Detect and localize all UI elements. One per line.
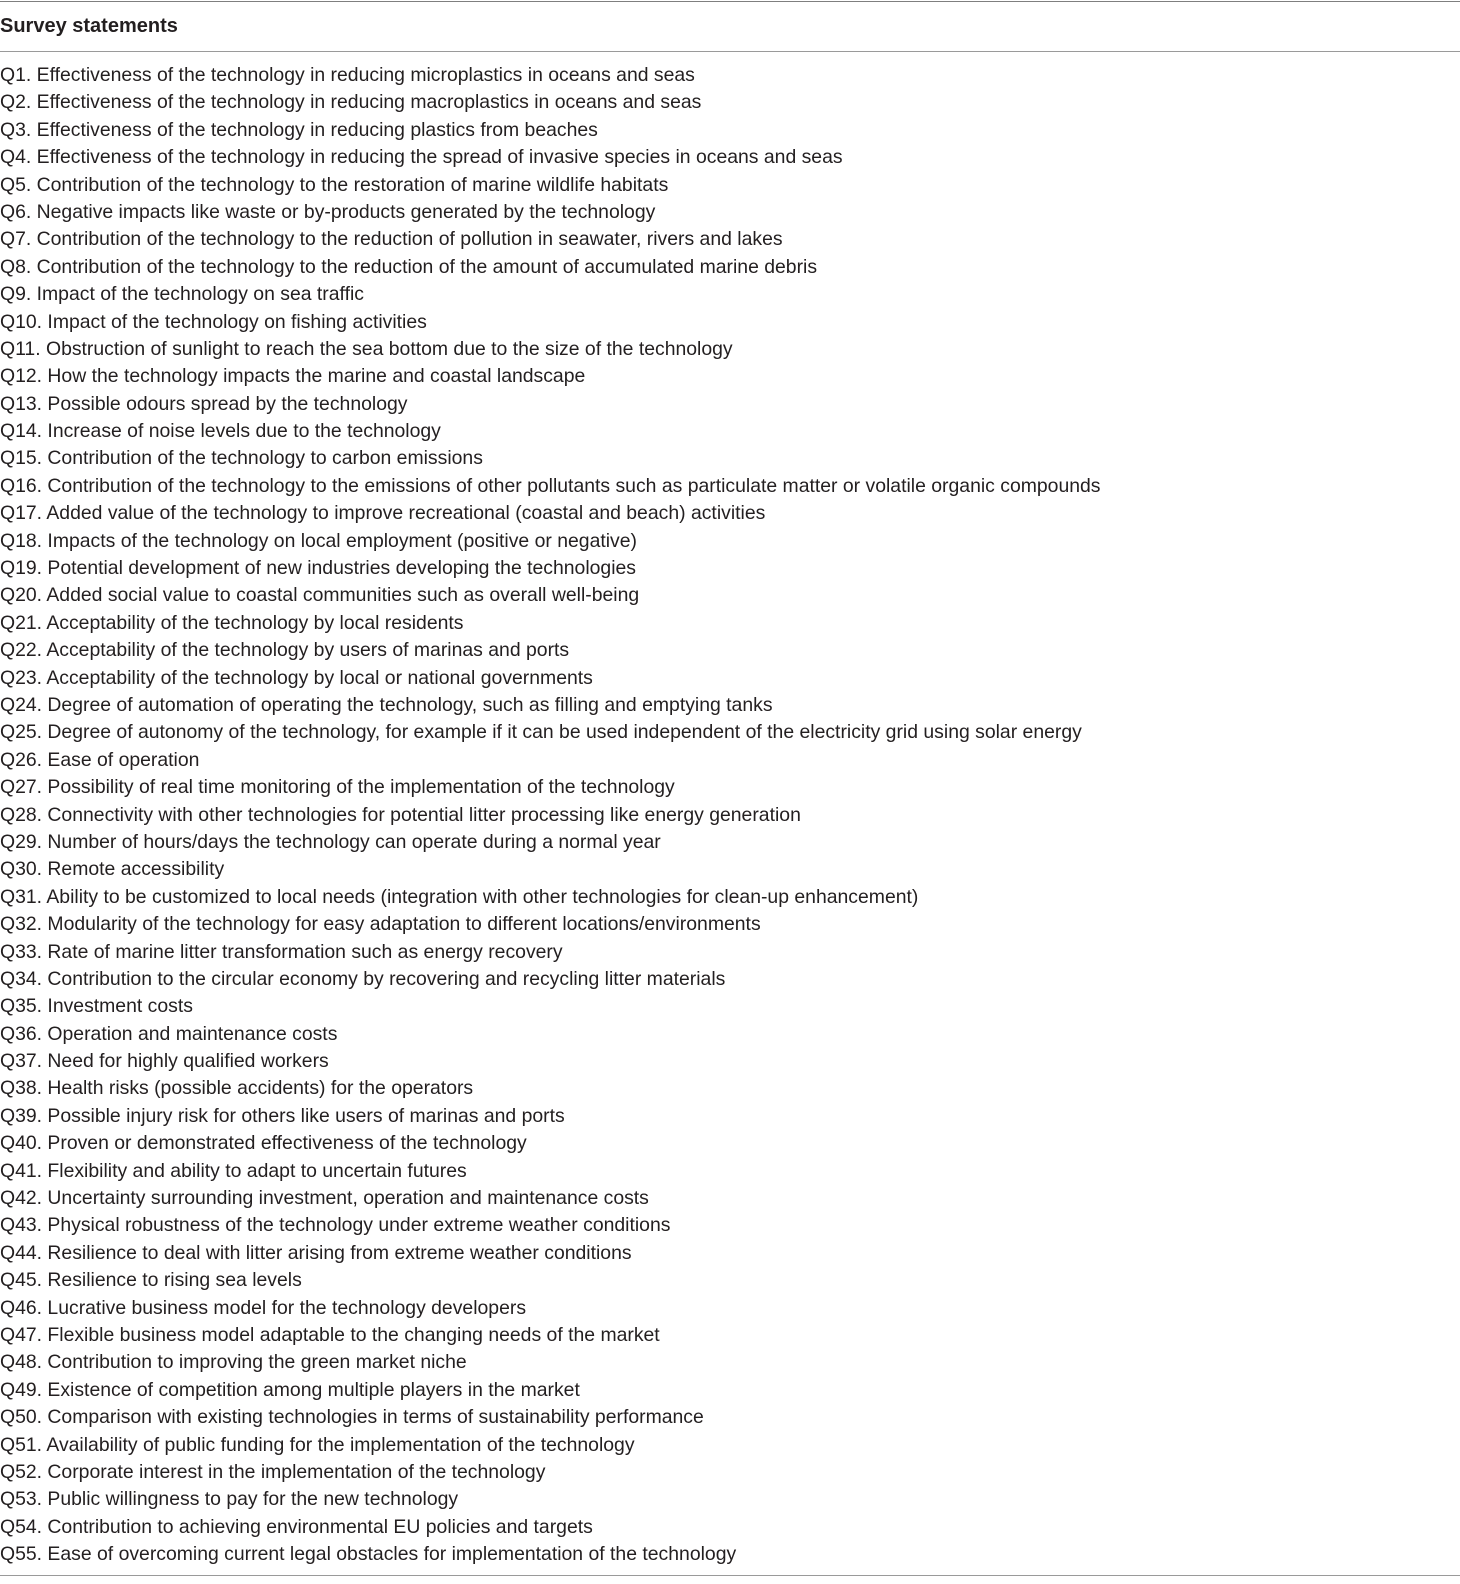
table-row: Q23. Acceptability of the technology by local or national governments <box>0 666 593 689</box>
table-row: Q11. Obstruction of sunlight to reach the sea bottom due to the size of the technology <box>0 337 733 360</box>
table-row: Q24. Degree of automation of operating the technology, such as filling and emptying tanks <box>0 693 773 716</box>
table-row: Q33. Rate of marine litter transformation such as energy recovery <box>0 940 563 963</box>
table-row: Q53. Public willingness to pay for the new technology <box>0 1488 459 1511</box>
table-row: Q28. Connectivity with other technologies for potential litter processing like energy generation <box>0 803 801 826</box>
table-row: Q52. Corporate interest in the implementation of the technology <box>0 1460 546 1483</box>
table-row: Q43. Physical robustness of the technology under extreme weather conditions <box>0 1214 671 1237</box>
table-row: Q5. Contribution of the technology to the restoration of marine wildlife habitats <box>0 173 669 196</box>
table-row: Q29. Number of hours/days the technology can operate during a normal year <box>0 830 661 853</box>
table-row: Q7. Contribution of the technology to the reduction of pollution in seawater, rivers and lakes <box>0 228 783 251</box>
table-row: Q4. Effectiveness of the technology in reducing the spread of invasive species in oceans and seas <box>0 146 843 169</box>
table-row: Q35. Investment costs <box>0 995 193 1018</box>
table-row: Q3. Effectiveness of the technology in reducing plastics from beaches <box>0 118 598 141</box>
table-row: Q8. Contribution of the technology to the reduction of the amount of accumulated marine debris <box>0 255 818 278</box>
table-row: Q47. Flexible business model adaptable to the changing needs of the market <box>0 1323 660 1346</box>
table-row: Q27. Possibility of real time monitoring of the implementation of the technology <box>0 776 675 799</box>
table-row: Q54. Contribution to achieving environmental EU policies and targets <box>0 1515 593 1538</box>
table-row: Q32. Modularity of the technology for easy adaptation to different locations/environments <box>0 913 761 936</box>
table-row: Q41. Flexibility and ability to adapt to uncertain futures <box>0 1159 467 1182</box>
table-row: Q13. Possible odours spread by the technology <box>0 392 408 415</box>
table-row: Q2. Effectiveness of the technology in reducing macroplastics in oceans and seas <box>0 91 702 114</box>
table-body <box>0 52 1460 1568</box>
table-row: Q45. Resilience to rising sea levels <box>0 1269 302 1292</box>
table-row: Q30. Remote accessibility <box>0 858 225 881</box>
table-row: Q55. Ease of overcoming current legal obstacles for implementation of the technology <box>0 1543 737 1566</box>
table-row: Q39. Possible injury risk for others like users of marinas and ports <box>0 1104 565 1127</box>
table-row: Q38. Health risks (possible accidents) for the operators <box>0 1077 474 1100</box>
table-row: Q25. Degree of autonomy of the technology, for example if it can be used independent of the electricity grid using solar energy <box>0 721 1082 744</box>
table-row: Q51. Availability of public funding for the implementation of the technology <box>0 1433 635 1456</box>
table-row: Q31. Ability to be customized to local needs (integration with other technologies for clean-up enhancement) <box>0 885 919 908</box>
table-row: Q48. Contribution to improving the green market niche <box>0 1351 467 1374</box>
table-row: Q46. Lucrative business model for the technology developers <box>0 1296 527 1319</box>
table-row: Q37. Need for highly qualified workers <box>0 1050 329 1073</box>
table-row: Q16. Contribution of the technology to the emissions of other pollutants such as particulate matter or volatile organic compounds <box>0 474 1101 497</box>
table-row: Q40. Proven or demonstrated effectiveness of the technology <box>0 1132 527 1155</box>
table-row: Q20. Added social value to coastal communities such as overall well-being <box>0 584 640 607</box>
table-row: Q9. Impact of the technology on sea traffic <box>0 283 364 306</box>
table-row: Q6. Negative impacts like waste or by-products generated by the technology <box>0 200 656 223</box>
table-row: Q22. Acceptability of the technology by users of marinas and ports <box>0 639 570 662</box>
table-row: Q17. Added value of the technology to improve recreational (coastal and beach) activities <box>0 502 766 525</box>
table-row: Q1. Effectiveness of the technology in reducing microplastics in oceans and seas <box>0 64 695 86</box>
table-row: Q44. Resilience to deal with litter arising from extreme weather conditions <box>0 1241 632 1264</box>
table-bottom-rule <box>0 1575 1460 1576</box>
table-row: Q49. Existence of competition among multiple players in the market <box>0 1378 580 1401</box>
table-row: Q36. Operation and maintenance costs <box>0 1022 338 1045</box>
table-row: Q50. Comparison with existing technologies in terms of sustainability performance <box>0 1406 704 1429</box>
table-row: Q18. Impacts of the technology on local employment (positive or negative) <box>0 529 637 552</box>
table-row: Q34. Contribution to the circular economy by recovering and recycling litter materials <box>0 967 726 990</box>
table-row: Q10. Impact of the technology on fishing activities <box>0 310 427 333</box>
table-row: Q42. Uncertainty surrounding investment, operation and maintenance costs <box>0 1187 649 1210</box>
table-row: Q21. Acceptability of the technology by local residents <box>0 611 464 634</box>
table-row: Q19. Potential development of new industries developing the technologies <box>0 557 636 580</box>
table-row: Q26. Ease of operation <box>0 748 200 771</box>
table-row: Q14. Increase of noise levels due to the technology <box>0 420 441 443</box>
table-row: Q12. How the technology impacts the marine and coastal landscape <box>0 365 586 388</box>
table-row: Q15. Contribution of the technology to carbon emissions <box>0 447 483 470</box>
table-header: Survey statements <box>0 15 178 37</box>
